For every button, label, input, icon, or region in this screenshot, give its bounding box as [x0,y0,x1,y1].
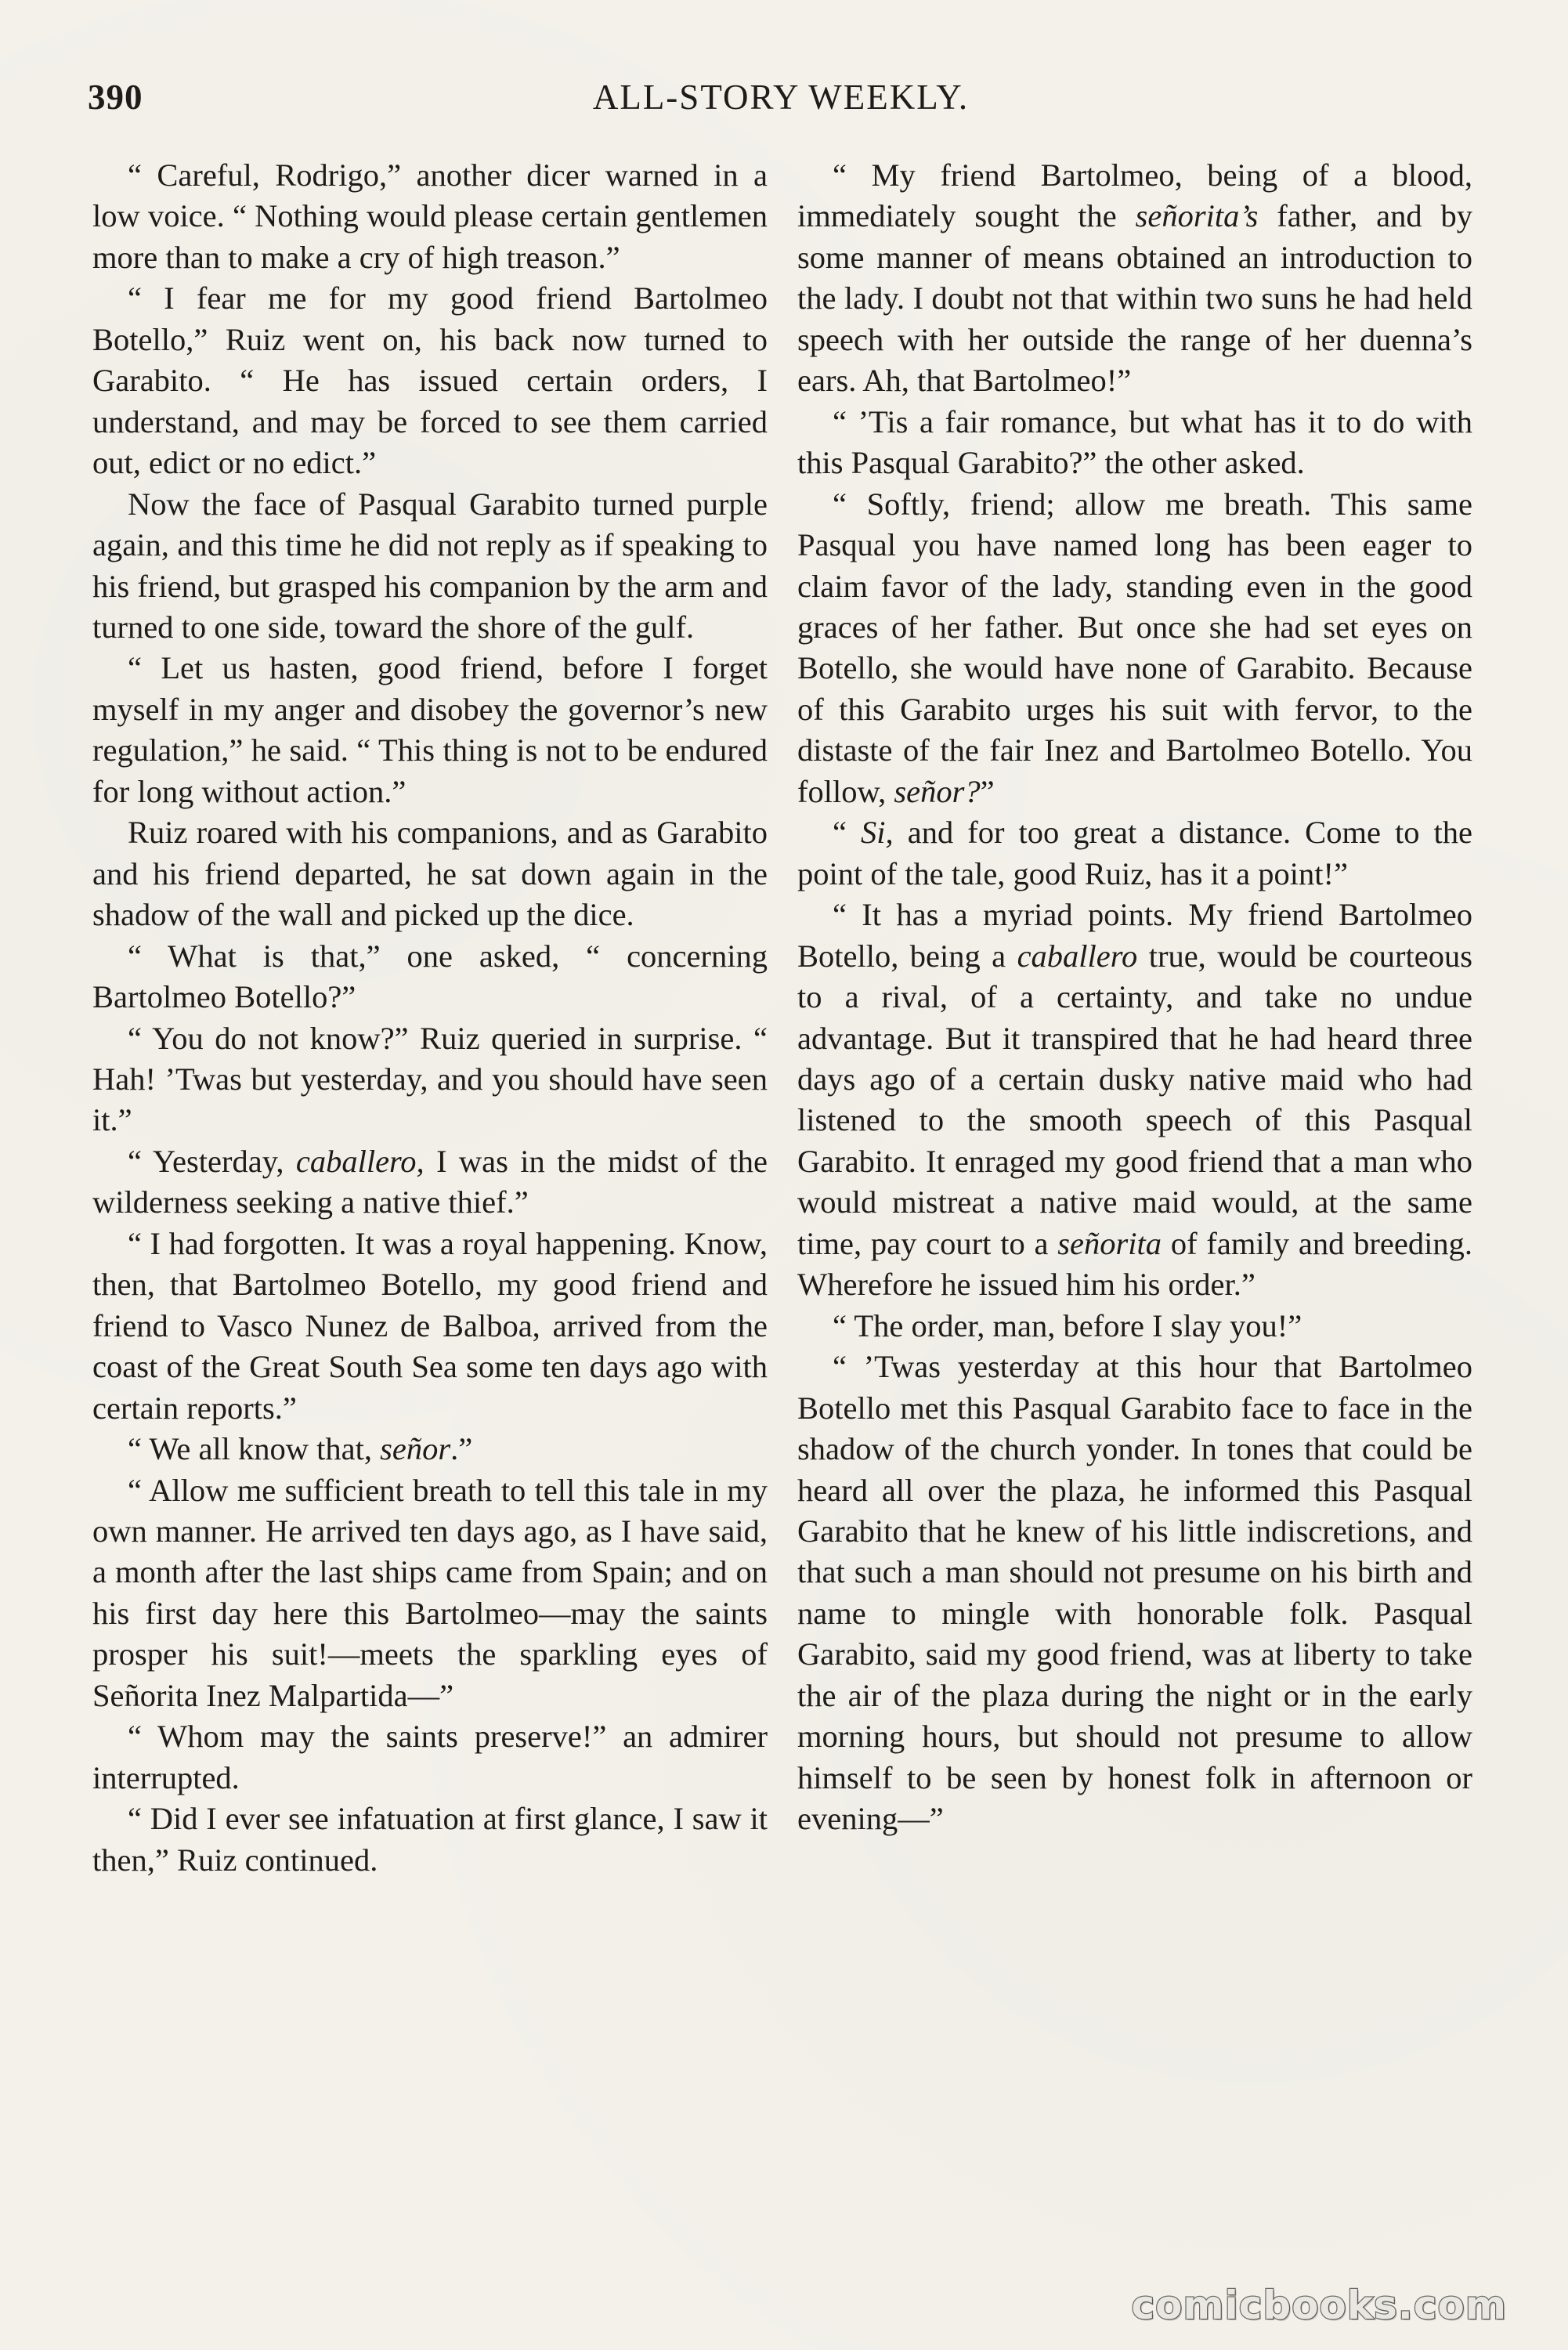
paragraph: “ Softly, friend; allow me breath. This same Pasqual you have named long has been eager to claim favor of the lady, standing even in the good graces of her father. But once she had set eyes on Botello, she would have none of Garabito. Because of this Garabito urges his suit with fervor, to the distaste of the fair Inez and Bartolmeo Botello. You follow, señor?” [797,486,1472,809]
paragraph: “ I had forgotten. It was a royal happening. Know, then, that Bartolmeo Botello, my good friend and friend to Vasco Nunez de Balboa, arrived from the coast of the Great South Sea some ten days ago with certain reports.” [92,1225,768,1426]
paragraph: “ What is that,” one asked, “ concerning Bartolmeo Botello?” [92,938,768,1015]
paragraph: “ ’Tis a fair romance, but what has it to do with this Pasqual Garabito?” the other asked. [797,403,1472,481]
paragraph: “ Did I ever see infatuation at first glance, I saw it then,” Ruiz continued. [92,1801,768,1878]
paragraph: “ It has a myriad points. My friend Bartolmeo Botello, being a caballero true, would be courteous to a rival, of a certainty, and take no undue advantage. But it transpired that he had heard three days ago of a certain dusky native maid who had listened to the smooth speech of this Pasqual Garabito. It enraged my good friend that a man who would mistreat a native maid would, at the same time, pay court to a señorita of family and breeding. Wherefore he issued him his order.” [797,897,1472,1303]
paragraph: “ Careful, Rodrigo,” another dicer warned in a low voice. “ Nothing would please certain gentlemen more than to make a cry of high treason.” [92,157,768,275]
running-head: ALL-STORY WEEKLY. [592,78,970,117]
watermark-logo: comicbooks.com [1131,2283,1507,2328]
paragraph: “ We all know that, señor.” [128,1431,473,1467]
paragraph: “ You do not know?” Ruiz queried in surprise. “ Hah! ’Twas but yesterday, and you should have seen it.” [92,1020,768,1138]
paragraph: “ I fear me for my good friend Bartolmeo Botello,” Ruiz went on, his back now turned to Garabito. “ He has issued certain orders, I understand, and may be forced to see them carried out, edict or no edict.” [92,280,768,481]
paragraph: “ Whom may the saints preserve!” an admirer interrupted. [92,1719,768,1795]
paragraph: “ Si, and for too great a distance. Come to the point of the tale, good Ruiz, has it a point!” [797,815,1472,891]
paragraph: “ Yesterday, caballero, I was in the midst of the wilderness seeking a native thief.” [92,1143,768,1220]
page-number: 390 [88,78,143,117]
page-header [88,77,1474,132]
paragraph: “ My friend Bartolmeo, being of a blood, immediately sought the señorita’s father, and by some manner of means obtained an introduction to the lady. I doubt not that within two suns he had held speech with her outside the range of her duenna’s ears. Ah, that Bartolmeo!” [797,157,1472,399]
paragraph: “ Let us hasten, good friend, before I forget myself in my anger and disobey the governor’s new regulation,” he said. “ This thing is not to be endured for long without action.” [92,650,768,809]
paragraph: “ Allow me sufficient breath to tell this tale in my own manner. He arrived ten days ago, as I have said, a month after the last ships came from Spain; and on his first day here this Bartolmeo—may the saints prosper his suit!—meets the sparkling eyes of Señorita Inez Malpartida—” [92,1472,768,1713]
paragraph: “ The order, man, before I slay you!” [833,1307,1302,1343]
paragraph: “ ’Twas yesterday at this hour that Bartolmeo Botello met this Pasqual Garabito face to face in the shadow of the church yonder. In tones that could be heard all over the plaza, he informed this Pasqual Garabito that he knew of his little indiscretions, and that such a man should not presume on his birth and name to mingle with honorable folk. Pasqual Garabito, said my good friend, was at liberty to take the air of the plaza during the night or in the early morning hours, but should not presume to allow himself to be seen by honest folk in afternoon or evening—” [797,1349,1472,1837]
right-text-column [797,155,1472,1840]
left-text-column [92,155,768,1881]
paragraph: Ruiz roared with his companions, and as Garabito and his friend departed, he sat down again in the shadow of the wall and picked up the dice. [92,815,768,933]
paragraph: Now the face of Pasqual Garabito turned purple again, and this time he did not reply as if speaking to his friend, but grasped his companion by the arm and turned to one side, toward the shore of the gulf. [92,486,768,645]
